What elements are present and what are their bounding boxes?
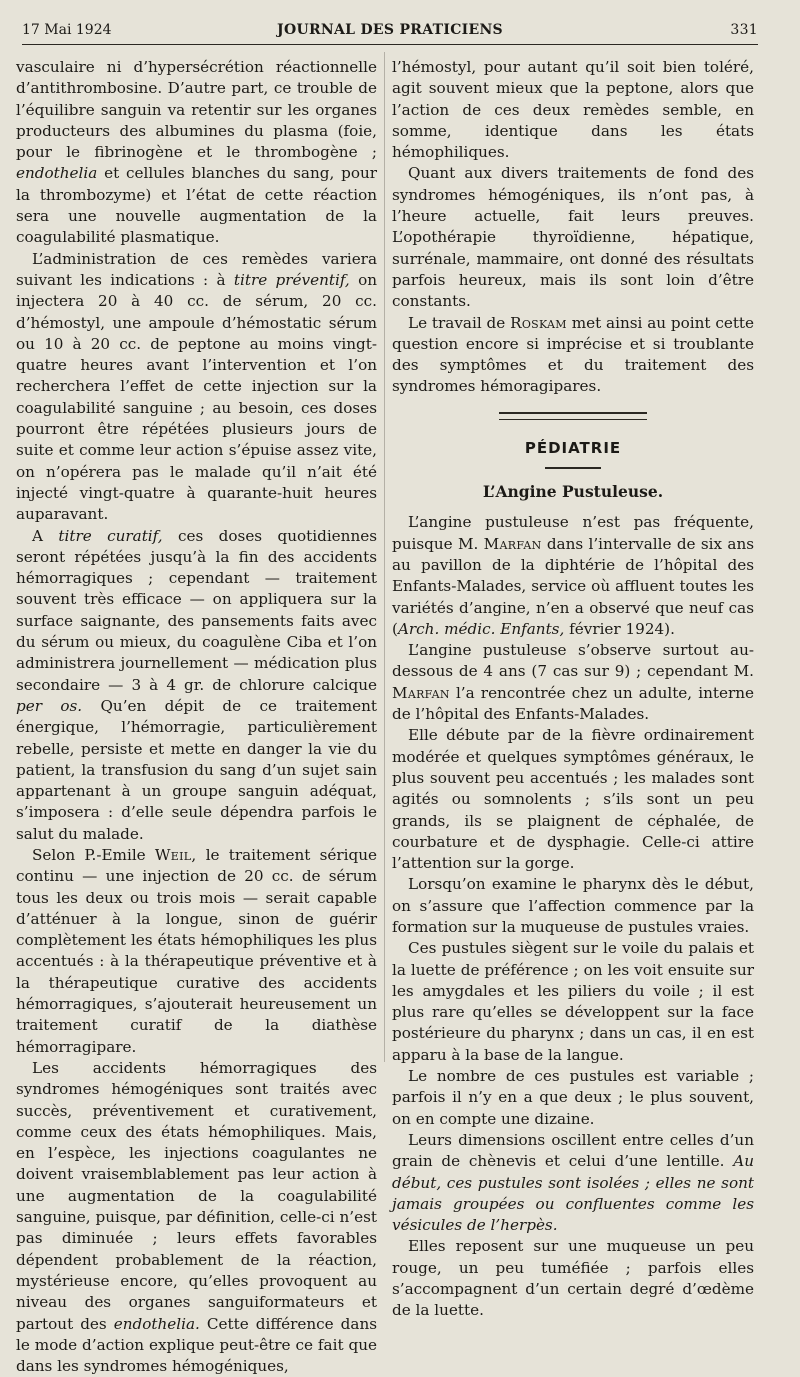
article-title: L’Angine Pustuleuse. <box>482 482 664 502</box>
paragraph: Elle débute par de la fièvre ordinairement modérée et quelques symptômes généraux, le plus souvent peu accentués ; les malades sont agités ou somnolents ; s’ils sont un peu grands, ils se plaignent de céphalée, de courbature et de dysphagie. Celle-ci attire l’attention sur la gorge. <box>392 726 754 873</box>
paragraph: Le travail de Roskam met ainsi au point cette question encore si imprécise et si troublante des symptômes et du traitement des syndromes hémoragipares. <box>392 313 755 396</box>
section-heading: PÉDIATRIE <box>524 438 622 457</box>
paragraph: L’angine pustuleuse s’observe surtout au-dessous de 4 ans (7 cas sur 9) ; cependant M. Marfan l’a rencontrée chez un adulte, interne de l’hôpital des Enfants-Malades. <box>392 641 754 724</box>
paragraph: Selon P.-Emile Weil, le traitement sérique continu — une injection de 20 cc. de sérum tous les deux ou trois mois — serait capable d’atténuer à la longue, sinon de guérir complètement les états hémophiliques les plus accentués : à la thérapeutique préventive et à la thérapeutique curative des accidents hémorragiques, s’ajouterait heureusement un traitement curatif de la diathèse hémorragipare. <box>16 845 377 1056</box>
journal-title: JOURNAL DES PRATICIENS <box>277 22 503 38</box>
paragraph: Elles reposent sur une muqueuse un peu rouge, un peu tuméfiée ; parfois elles s’accompagnent d’un certain degré d’œdème de la luette. <box>392 1237 754 1320</box>
paragraph: l’hémostyl, pour autant qu’il soit bien toléré, agit souvent mieux que la peptone, alors que l’action de ces deux remèdes semble, en somme, identique dans les états hémophiliques. <box>392 58 754 162</box>
paragraph: Quant aux divers traitements de fond des syndromes hémogéniques, ils n’ont pas, à l’heure actuelle, fait leurs preuves. L’opothérapie thyroïdienne, hépatique, surrénale, mammaire, ont donné des résultats parfois heureux, mais ils sont loin d’être constants. <box>392 164 754 311</box>
paragraph: vasculaire ni d’hypersécrétion réactionnelle d’antithrombosine. D’autre part, ce trouble de l’équilibre sanguin va retentir sur les organes producteurs des albumines du plasma (foie, pour le fibrinogène et le thrombogène ; endothelia et cellules blanches du sang, pour la thrombozyme) et l’état de cette réaction sera une nouvelle augmentation de la coagulabilité plasmatique. <box>16 58 378 247</box>
paragraph: Leurs dimensions oscillent entre celles d’un grain de chènevis et celui d’une lentille. Au début, ces pustules sont isolées ; elles ne sont jamais groupées ou confluentes comme les vésicules de l’herpès. <box>392 1130 754 1235</box>
paragraph: Ces pustules siègent sur le voile du palais et la luette de préférence ; on les voit ensuite sur les amygdales et les piliers du voile ; il est plus rare qu’elles se développent sur la face postérieure du pharynx ; dans un cas, il en est apparu à la base de la langue. <box>392 939 754 1064</box>
page-number: 331 <box>730 22 758 38</box>
section-separator <box>499 412 647 420</box>
heading-underline <box>545 467 601 469</box>
paragraph: Lorsqu’on examine le pharynx dès le début, on s’assure que l’affection commence par la formation sur la muqueuse de pustules vraies. <box>392 875 754 936</box>
paragraph: L’angine pustuleuse n’est pas fréquente, puisque M. Marfan dans l’intervalle de six ans au pavillon de la diphtérie de l’hôpital des Enfants-Malades, service où affluent toutes les variétés d’angine, n’en a observé que neuf cas (Arch. médic. Enfants, février 1924). <box>392 513 755 638</box>
left-column <box>16 57 377 1377</box>
paragraph: A titre curatif, ces doses quotidiennes seront répétées jusqu’à la fin des accidents hémorragiques ; cependant — traitement souvent très efficace — on appliquera sur la surface saignante, des pansements faits avec du sérum ou mieux, du coagulène Ciba et l’on administrera journellement — médication plus secondaire — 3 à 4 gr. de chlorure calcique per os. Qu’en dépit de ce traitement énergique, l’hémorragie, particulièrement rebelle, persiste et mette en danger la vie du patient, la transfusion du sang d’un sujet sain appartenant à un groupe sanguin adéquat, s’imposera : d’elle seule dépendra parfois le salut du malade. <box>16 526 378 843</box>
paragraph: Les accidents hémorragiques des syndromes hémogéniques sont traités avec succès, préventivement et curativement, comme ceux des états hémophiliques. Mais, en l’espèce, les injections coagulantes ne doivent vraisemblablement pas leur action à une augmentation de la coagulabilité sanguine, puisque, par définition, celle-ci n’est pas diminuée ; leurs effets favorables dépendent probablement de la réaction, mystérieuse encore, qu’elles provoquent au niveau des organes sanguiformateurs et partout des endothelia. Cette différence dans le mode d’action explique peut-être ce fait que dans les syndromes hémogéniques, <box>16 1058 378 1376</box>
running-header <box>22 18 758 45</box>
paragraph: L’administration de ces remèdes variera suivant les indications : à titre préventif, on injectera 20 à 40 cc. de sérum, 20 cc. d’hémostyl, une ampoule d’hémostatic sérum ou 10 à 20 cc. de peptone au moins vingt-quatre heures avant l’intervention et l’on recherchera l’effet de cette injection sur la coagulabilité sanguine ; au besoin, ces doses pourront être répétées plusieurs jours de suite et comme leur action s’épuise assez vite, on n’opérera pas le malade qu’il n’ait été injecté vingt-quatre à quarante-huit heures auparavant. <box>16 249 378 524</box>
right-column <box>392 57 754 1322</box>
column-divider <box>384 52 385 1062</box>
issue-date: 17 Mai 1924 <box>22 22 112 38</box>
paragraph: Le nombre de ces pustules est variable ; parfois il n’y en a que deux ; le plus souvent, on en compte une dizaine. <box>392 1067 754 1128</box>
